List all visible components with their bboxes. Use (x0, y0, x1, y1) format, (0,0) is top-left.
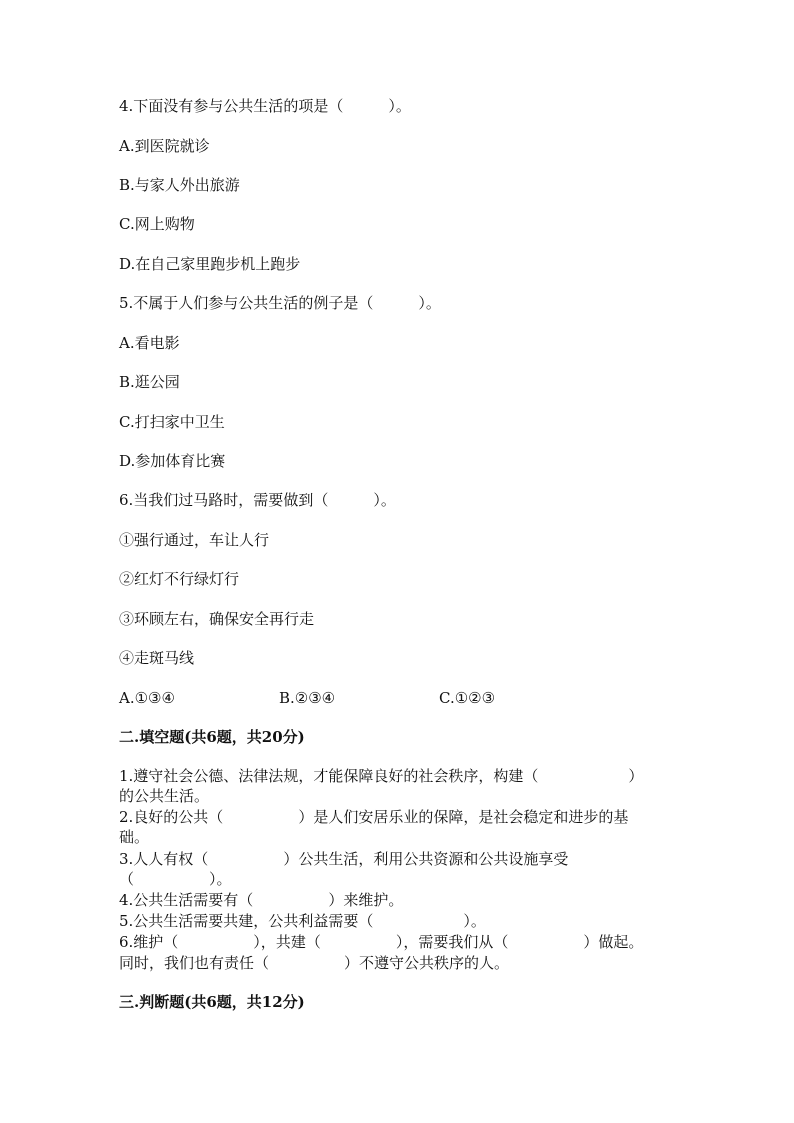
q6-statement-1: ①强行通过，车让人行 (119, 531, 270, 549)
fill-line: 3.人人有权（ ）公共生活，利用公共资源和公共设施享受 (119, 850, 569, 868)
fill-line: 础。 (119, 828, 150, 846)
q6-statement-4: ④走斑马线 (119, 649, 195, 667)
fill-line: （ ）。 (119, 870, 232, 888)
q4-option-a: A.到医院就诊 (119, 137, 210, 155)
q5-option-c: C.打扫家中卫生 (119, 413, 225, 431)
q5-option-d: D.参加体育比赛 (119, 452, 226, 470)
fill-line: 2.良好的公共（ ）是人们安居乐业的保障，是社会稳定和进步的基 (119, 808, 629, 826)
section-2-title: 二.填空题(共6题，共20分) (119, 728, 305, 746)
q5-stem: 5.不属于人们参与公共生活的例子是（ ）。 (119, 294, 441, 312)
q6-option-c: C.①②③ (439, 689, 496, 707)
q6-option-b: B.②③④ (279, 689, 336, 707)
q4-option-c: C.网上购物 (119, 215, 195, 233)
q6-stem: 6.当我们过马路时，需要做到（ ）。 (119, 491, 396, 509)
q5-option-a: A.看电影 (119, 334, 180, 352)
q4-option-b: B.与家人外出旅游 (119, 176, 240, 194)
section-3-title: 三.判断题(共6题，共12分) (119, 993, 305, 1011)
q4-option-d: D.在自己家里跑步机上跑步 (119, 255, 301, 273)
fill-line: 的公共生活。 (119, 787, 210, 805)
q6-statement-3: ③环顾左右，确保安全再行走 (119, 610, 315, 628)
fill-line: 1.遵守社会公德、法律法规，才能保障良好的社会秩序，构建（ ） (119, 767, 644, 785)
fill-line: 5.公共生活需要共建，公共利益需要（ ）。 (119, 912, 486, 930)
q5-option-b: B.逛公园 (119, 373, 180, 391)
q6-statement-2: ②红灯不行绿灯行 (119, 570, 240, 588)
fill-line: 同时，我们也有责任（ ）不遵守公共秩序的人。 (119, 954, 510, 972)
q4-stem: 4.下面没有参与公共生活的项是（ ）。 (119, 97, 411, 115)
q6-option-a: A.①③④ (119, 689, 175, 707)
fill-line: 4.公共生活需要有（ ）来维护。 (119, 891, 404, 909)
fill-line: 6.维护（ ），共建（ ），需要我们从（ ）做起。 (119, 933, 644, 951)
